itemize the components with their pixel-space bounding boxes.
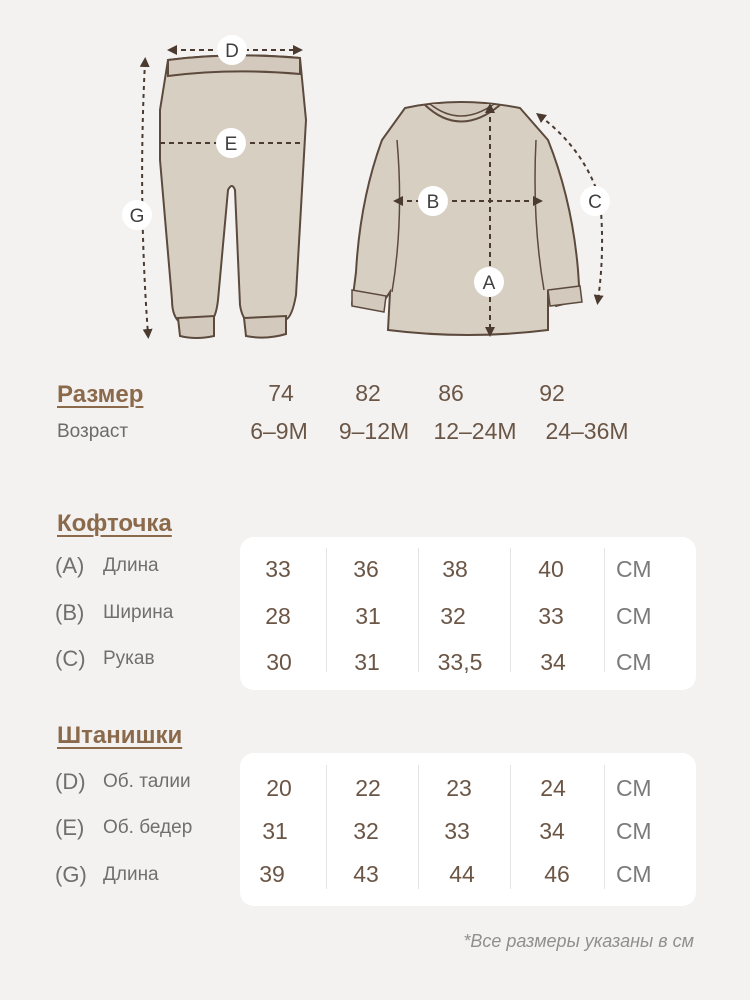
column-divider bbox=[604, 765, 605, 889]
footnote: *Все размеры указаны в см bbox=[463, 931, 694, 951]
table-cell: 39 bbox=[259, 861, 285, 887]
svg-text:C: C bbox=[588, 192, 602, 213]
row-label: Ширина bbox=[103, 602, 174, 623]
label-d bbox=[217, 35, 247, 65]
svg-text:A: A bbox=[482, 273, 496, 294]
label-c bbox=[580, 186, 610, 216]
table-cell: 32 bbox=[353, 818, 379, 844]
svg-text:B: B bbox=[426, 192, 440, 213]
size-value: 74 bbox=[268, 380, 294, 406]
age-value: 12–24M bbox=[433, 418, 517, 444]
label-a bbox=[474, 267, 504, 297]
size-value: 86 bbox=[438, 380, 464, 406]
unit-label: СМ bbox=[616, 818, 652, 844]
row-label: Об. бедер bbox=[103, 817, 193, 838]
column-divider bbox=[510, 548, 511, 672]
row-label: Об. талии bbox=[103, 771, 191, 792]
table-cell: 23 bbox=[446, 775, 472, 801]
row-letter: (C) bbox=[55, 646, 86, 671]
row-letter: (D) bbox=[55, 769, 86, 794]
age-value: 24–36M bbox=[545, 418, 629, 444]
size-value: 82 bbox=[355, 380, 381, 406]
row-letter: (G) bbox=[55, 862, 87, 887]
row-label: Длина bbox=[103, 555, 159, 576]
size-value: 92 bbox=[539, 380, 565, 406]
table-cell: 33 bbox=[538, 603, 564, 629]
table-cell: 22 bbox=[355, 775, 381, 801]
column-divider bbox=[326, 548, 327, 672]
pants-drawing bbox=[160, 55, 306, 338]
table-cell: 31 bbox=[262, 818, 288, 844]
table-cell: 44 bbox=[449, 861, 475, 887]
unit-label: СМ bbox=[616, 861, 652, 887]
age-title: Возраст bbox=[57, 421, 129, 442]
label-g bbox=[122, 200, 152, 230]
top-section-title: Кофточка bbox=[57, 510, 172, 537]
table-cell: 33 bbox=[444, 818, 470, 844]
measurement-illustration bbox=[0, 0, 750, 360]
unit-label: СМ bbox=[616, 649, 652, 675]
row-letter: (E) bbox=[55, 815, 85, 840]
row-letter: (B) bbox=[55, 600, 85, 625]
column-divider bbox=[604, 548, 605, 672]
table-cell: 24 bbox=[540, 775, 566, 801]
table-cell: 31 bbox=[355, 603, 381, 629]
table-cell: 32 bbox=[440, 603, 466, 629]
unit-label: СМ bbox=[616, 775, 652, 801]
svg-text:G: G bbox=[129, 206, 145, 227]
column-divider bbox=[418, 548, 419, 672]
svg-text:E: E bbox=[224, 134, 238, 155]
column-divider bbox=[418, 765, 419, 889]
label-e bbox=[216, 128, 246, 158]
row-label: Рукав bbox=[103, 648, 155, 669]
table-cell: 30 bbox=[266, 649, 292, 675]
unit-label: СМ bbox=[616, 603, 652, 629]
column-divider bbox=[510, 765, 511, 889]
table-cell: 33,5 bbox=[437, 649, 483, 675]
column-divider bbox=[326, 765, 327, 889]
table-cell: 43 bbox=[353, 861, 379, 887]
unit-label: СМ bbox=[616, 556, 652, 582]
table-cell: 34 bbox=[540, 649, 566, 675]
label-b bbox=[418, 186, 448, 216]
table-cell: 40 bbox=[538, 556, 564, 582]
age-value: 9–12M bbox=[338, 418, 410, 444]
table-cell: 20 bbox=[266, 775, 292, 801]
size-title: Размер bbox=[57, 381, 144, 408]
svg-text:D: D bbox=[225, 41, 239, 62]
pants-section-title: Штанишки bbox=[57, 722, 183, 749]
table-cell: 38 bbox=[442, 556, 468, 582]
table-cell: 36 bbox=[353, 556, 379, 582]
measure-line-g bbox=[142, 62, 148, 334]
table-cell: 34 bbox=[539, 818, 565, 844]
sweater-drawing bbox=[352, 102, 582, 335]
table-cell: 31 bbox=[354, 649, 380, 675]
table-cell: 46 bbox=[544, 861, 570, 887]
row-label: Длина bbox=[103, 864, 159, 885]
table-cell: 33 bbox=[265, 556, 291, 582]
row-letter: (A) bbox=[55, 553, 85, 578]
table-cell: 28 bbox=[265, 603, 291, 629]
age-value: 6–9M bbox=[250, 418, 308, 444]
